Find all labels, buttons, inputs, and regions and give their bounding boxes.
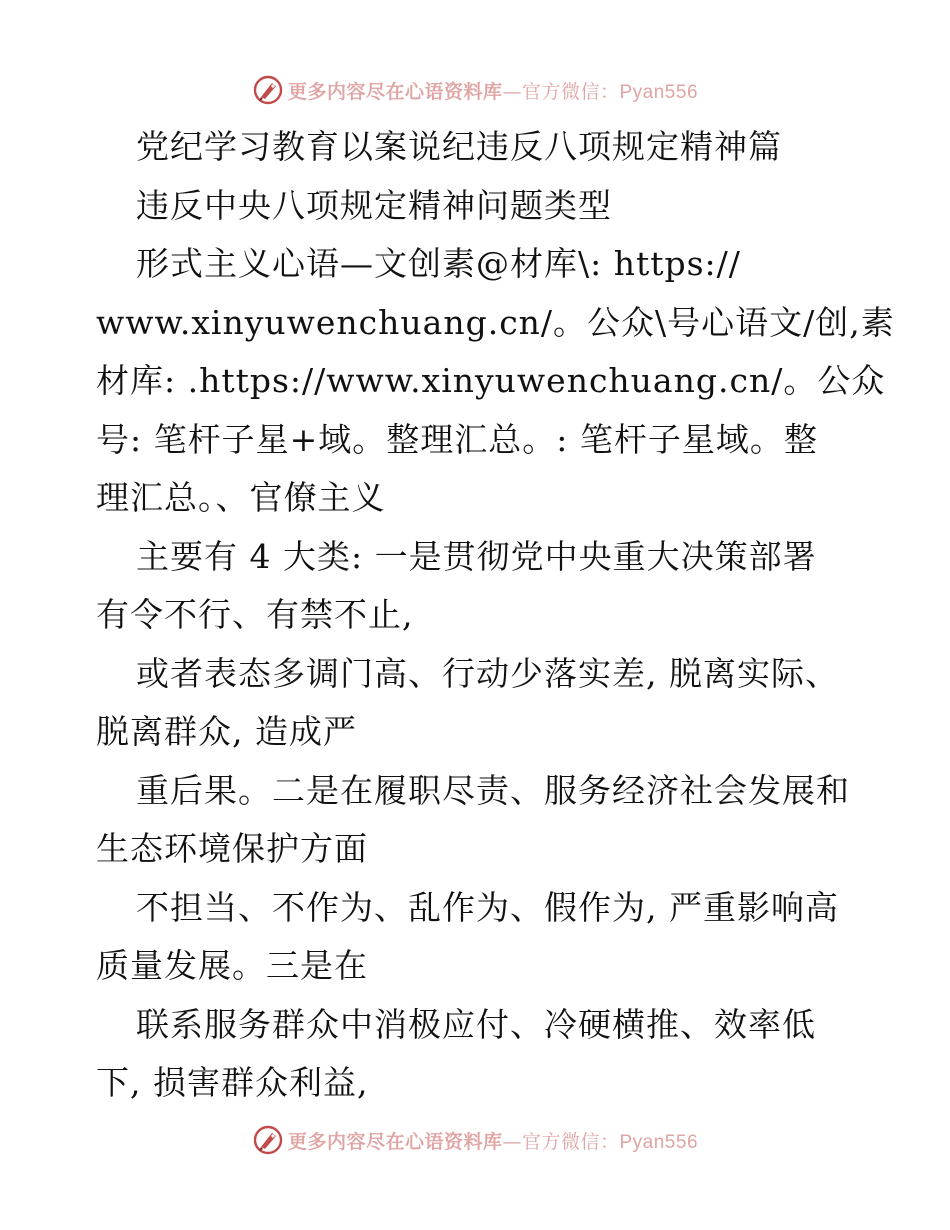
paragraph-line: 生态环境保护方面 — [96, 829, 368, 868]
section-heading: 违反中央八项规定精神问题类型 — [136, 185, 612, 225]
watermark-text: 更多内容尽在心语资料库—官方微信：Pyan556 — [287, 1130, 699, 1153]
paragraph-line: 联系服务群众中消极应付、冷硬横推、效率低 — [136, 1004, 816, 1044]
document-title: 党纪学习教育以案说纪违反八项规定精神篇 — [136, 127, 782, 166]
watermark-text: 更多内容尽在心语资料库—官方微信：Pyan556 — [287, 80, 699, 103]
header-watermark — [0, 70, 950, 110]
document-body — [96, 118, 895, 1113]
paragraph-line: 或者表态多调门高、行动少落实差, 脱离实际、 — [136, 653, 839, 693]
paragraph-line: 理汇总。、官僚主义 — [96, 478, 386, 517]
footer-watermark — [0, 1120, 950, 1160]
paragraph-line: 形式主义心语—文创素@材库\: https:// — [136, 244, 741, 283]
pen-nib-logo-icon — [252, 74, 284, 106]
paragraph-line: 不担当、不作为、乱作为、假作为, 严重影响高 — [136, 887, 839, 927]
paragraph-line: 脱离群众, 造成严 — [96, 712, 357, 751]
paragraph-line: 有令不行、有禁不止, — [96, 595, 414, 634]
paragraph-line: 质量发展。三是在 — [96, 946, 368, 985]
paragraph-line: 材库: .https://www.xinyuwenchuang.cn/。公众 — [96, 361, 886, 400]
paragraph-line: 重后果。二是在履职尽责、服务经济社会发展和 — [136, 770, 850, 810]
paragraph-line: 号: 笔杆子星+域。整理汇总。: 笔杆子星域。整 — [96, 419, 818, 459]
paragraph-line: 下, 损害群众利益, — [96, 1063, 369, 1102]
pen-nib-logo-icon — [252, 1124, 284, 1156]
paragraph-line: www.xinyuwenchuang.cn/。公众\号心语文/创,素 — [96, 302, 895, 342]
paragraph-line: 主要有 4 大类: 一是贯彻党中央重大决策部署 — [136, 536, 817, 576]
